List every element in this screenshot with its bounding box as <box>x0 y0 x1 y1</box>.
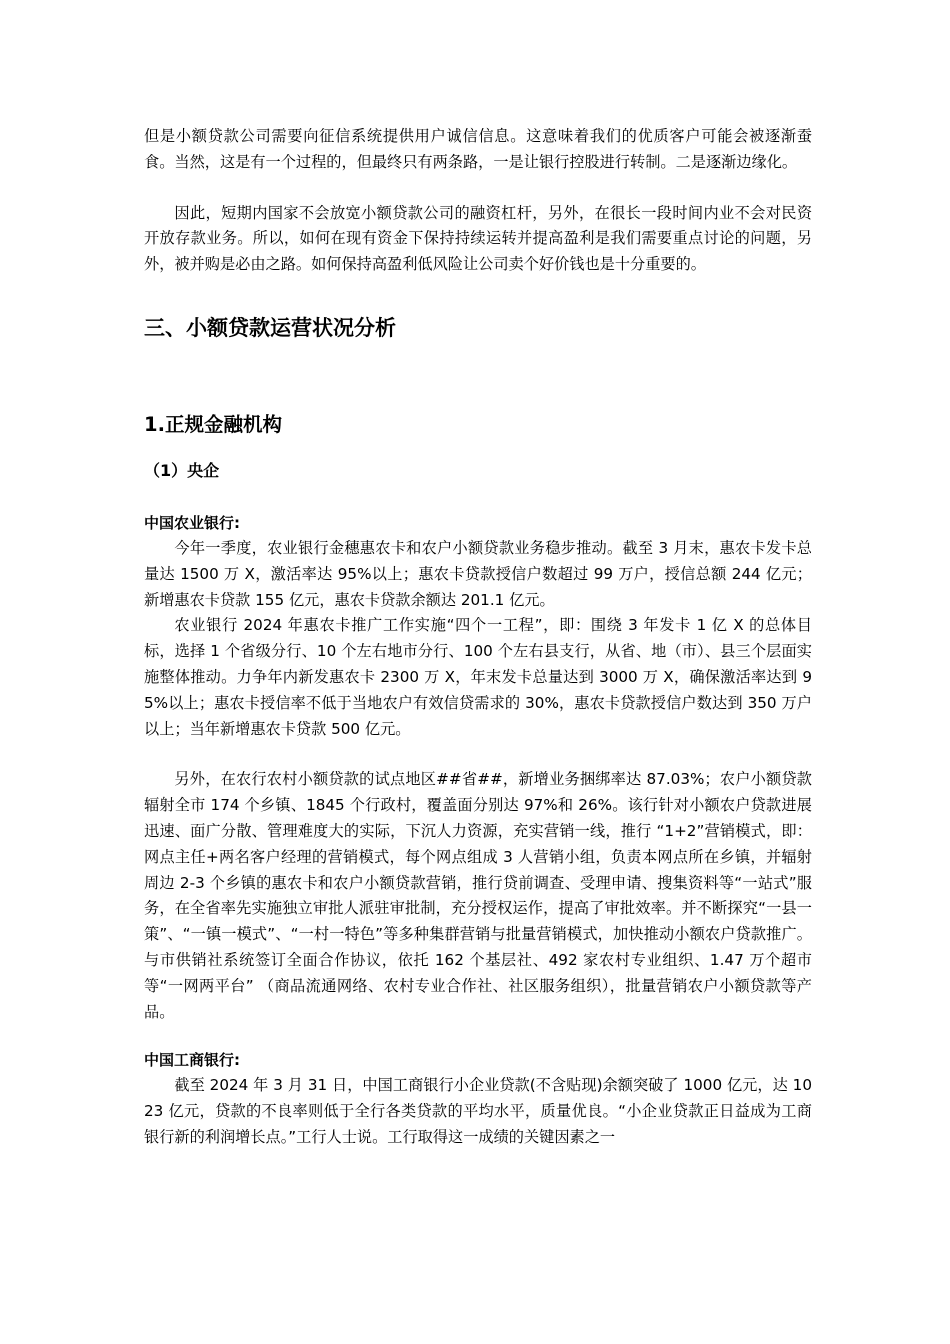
icbc-paragraph-1: 截至 2024 年 3 月 31 日，中国工商银行小企业贷款(不含贴现)余额突破了 1000 亿元，达 1023 亿元，贷款的不良率则低于全行各类贷款的平均水平，质量优良。“小企业贷款正日益成为工商银行新的利润增长点。”工行人士说。工行取得这一成绩的关键因素之一 <box>144 1076 812 1146</box>
subsubsection-heading: （1）央企 <box>144 460 220 480</box>
abc-paragraph-2: 农业银行 2024 年惠农卡推广工作实施“四个一工程”，即：围绕 3 年发卡 1 亿 X 的总体目标，选择 1 个省级分行、10 个左右地市分行、100 个左右县支行，从省、地（市）、县三个层面实施整体推动。力争年内新发惠农卡 2300 万 X，年末发卡总量达到 3000 万 X，确保激活率达到 95%以上；惠农卡授信率不低于当地农户有效信贷需求的 30%，惠农卡贷款授信户数达到 350 万户以上；当年新增惠农卡贷款 500 亿元。 <box>144 616 812 738</box>
abc-paragraph-3: 另外，在农行农村小额贷款的试点地区##省##，新增业务捆绑率达 87.03%；农户小额贷款辐射全市 174 个乡镇、1845 个行政村，覆盖面分别达 97%和 26%。该行针对小额农户贷款进展迅速、面广分散、管理难度大的实际，下沉人力资源，充实营销一线，推行 “1+2”营销模式，即：网点主任+两名客户经理的营销模式，每个网点组成 3 人营销小组，负责本网点所在乡镇，并辐射周边 2-3 个乡镇的惠农卡和农户小额贷款营销，推行贷前调查、受理申请、搜集资料等“一站式”服务，在全省率先实施独立审批人派驻审批制，充分授权运作，提高了审批效率。并不断探究“一县一策”、“一镇一模式”、“一村一特色”等多种集群营销与批量营销模式，加快推动小额农户贷款推广。与市供销社系统签订全面合作协议，依托 162 个基层社、492 家农村专业组织、1.47 万个超市等“一网两平台” （商品流通网络、农村专业合作社、社区服务组织），批量营销农户小额贷款等产品。 <box>144 770 812 1021</box>
icbc-label: 中国工商银行: <box>144 1051 240 1070</box>
document-page <box>144 124 812 1151</box>
abc-paragraph-1: 今年一季度，农业银行金穗惠农卡和农户小额贷款业务稳步推动。截至 3 月末，惠农卡发卡总量达 1500 万 X，激活率达 95%以上；惠农卡贷款授信户数超过 99 万户，授信总额 244 亿元；新增惠农卡贷款 155 亿元，惠农卡贷款余额达 201.1 亿元。 <box>144 538 812 609</box>
intro-paragraph-2: 因此，短期内国家不会放宽小额贷款公司的融资杠杆，另外，在很长一段时间内业不会对民资开放存款业务。所以，如何在现有资金下保持持续运转并提高盈利是我们需要重点讨论的问题，另外，被并购是必由之路。如何保持高盈利低风险让公司卖个好价钱也是十分重要的。 <box>144 203 812 274</box>
abc-label: 中国农业银行: <box>144 513 240 532</box>
intro-paragraph-1: 但是小额贷款公司需要向征信系统提供用户诚信信息。这意味着我们的优质客户可能会被逐渐蚕食。当然，这是有一个过程的，但最终只有两条路，一是让银行控股进行转制。二是逐渐边缘化。 <box>144 127 812 171</box>
section-heading: 三、小额贷款运营状况分析 <box>144 315 396 340</box>
subsection-heading: 1.正规金融机构 <box>144 412 282 436</box>
